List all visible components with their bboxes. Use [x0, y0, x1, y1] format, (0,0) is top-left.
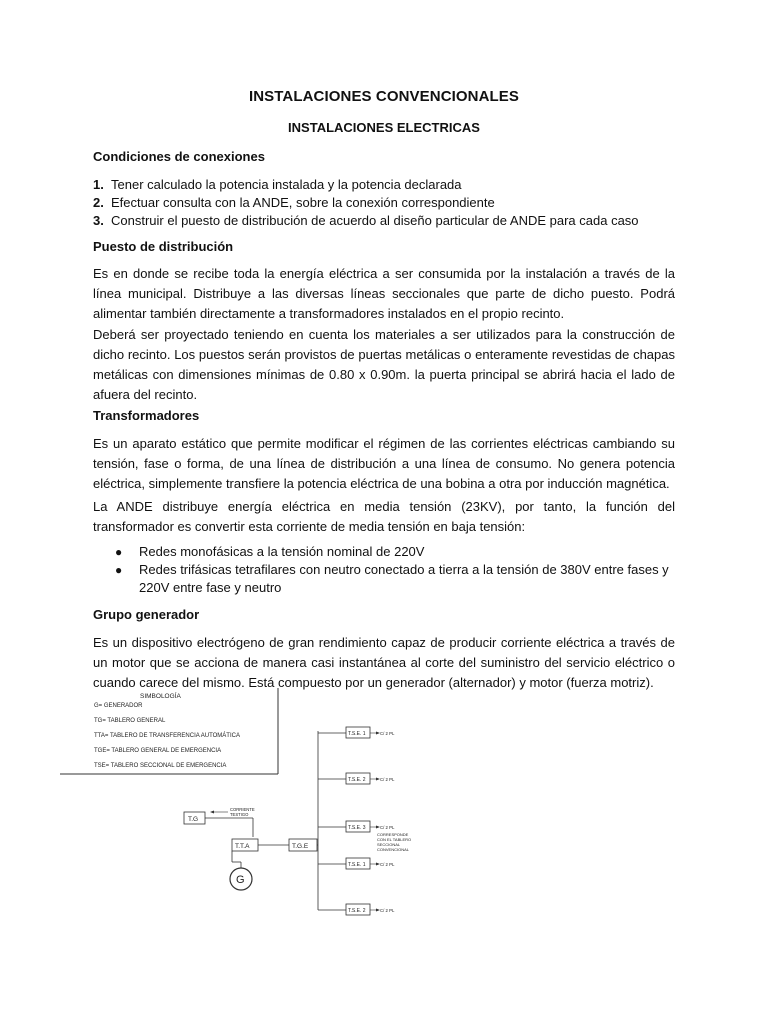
note-label: CORRESPONDE [377, 832, 409, 837]
tse-label: T.S.E. 1 [348, 862, 366, 868]
document-subtitle: INSTALACIONES ELECTRICAS [288, 120, 480, 135]
testigo-label: TESTIGO [230, 812, 249, 817]
tge-label: T.G.E [292, 843, 309, 850]
tse-label: T.S.E. 2 [348, 777, 366, 783]
list-text: Construir el puesto de distribución de acuerdo al diseño particular de ANDE para cada caso [111, 213, 639, 228]
bullet-icon: ● [115, 545, 123, 559]
electrical-diagram [60, 688, 440, 920]
tse-label: T.S.E. 3 [348, 825, 366, 831]
document-title: INSTALACIONES CONVENCIONALES [248, 88, 520, 105]
tta-label: T.T.A [235, 843, 250, 850]
list-number: 1. [93, 177, 104, 192]
list-text: Redes monofásicas a la tensión nominal de 220V [139, 544, 425, 559]
transformadores-bullets [93, 543, 675, 597]
list-text: Efectuar consulta con la ANDE, sobre la conexión correspondiente [111, 195, 495, 210]
legend-item: G= GENERADOR [94, 703, 143, 709]
list-text: Redes trifásicas tetrafilares con neutro conectado a tierra a la tensión de 380V entre fases y 220V entre fase y neutro [139, 562, 669, 595]
heading-transformadores: Transformadores [93, 408, 200, 423]
tg-label: T.G [188, 816, 199, 823]
heading-puesto: Puesto de distribución [93, 239, 234, 254]
heading-conexiones: Condiciones de conexiones [93, 149, 265, 164]
pl-label: C/ 2 PL [380, 777, 395, 782]
list-number: 3. [93, 213, 104, 228]
pl-label: C/ 2 PL [380, 731, 395, 736]
list-number: 2. [93, 195, 104, 210]
pl-label: C/ 2 PL [380, 908, 395, 913]
tse-label: T.S.E. 1 [348, 731, 366, 737]
list-item [93, 194, 683, 212]
list-item [93, 561, 675, 597]
list-item [93, 543, 675, 561]
pl-label: C/ 2 PL [380, 862, 395, 867]
list-item [93, 212, 683, 230]
paragraph-transformadores-1: Es un aparato estático que permite modificar el régimen de las corrientes eléctricas cambiando su tensión, fase o forma, de una línea de distribución a una línea de consumo. No genera potencia eléctrica, simplemente transfiere la potencia eléctrica de una bobina a otra por inducción magnética. [93, 436, 675, 491]
paragraph-transformadores-2: La ANDE distribuye energía eléctrica en media tensión (23KV), por tanto, la función del transformador es convertir esta corriente de media tensión en baja tensión: [93, 499, 675, 534]
note-label: SECCIONAL [377, 842, 401, 847]
generator-label: G [236, 874, 245, 886]
legend-item: TSE= TABLERO SECCIONAL DE EMERGENCIA [94, 763, 227, 769]
legend-item: TG= TABLERO GENERAL [94, 718, 166, 724]
tse-label: T.S.E. 2 [348, 908, 366, 914]
conexiones-list [93, 176, 683, 230]
legend-title: SIMBOLOGÍA [140, 693, 181, 700]
legend-item: TTA= TABLERO DE TRANSFERENCIA AUTOMÁTICA [94, 733, 240, 739]
paragraph-puesto-2: Deberá ser proyectado teniendo en cuenta los materiales a ser utilizados para la construcción de dicho recinto. Los puestos serán provistos de puertas metálicas o enteramente revestidas de chapas metálicas con dimensiones mínimas de 0.80 x 0.90m. la puerta principal se abrirá hacia el lado de afuera del recinto. [93, 327, 675, 402]
pl-label: C/ 2 PL [380, 825, 395, 830]
paragraph-puesto-1: Es en donde se recibe toda la energía eléctrica a ser consumida por la instalación a través de la línea municipal. Distribuye a las diversas líneas seccionales que parte de dicho puesto. Podrá alimentar también directamente a transformadores instalados en el propio recinto. [93, 266, 675, 321]
bullet-icon: ● [115, 563, 123, 577]
list-text: Tener calculado la potencia instalada y la potencia declarada [111, 177, 462, 192]
note-label: CON EL TABLERO [377, 837, 412, 842]
note-label: CONVENCIONAL [377, 847, 410, 852]
legend-item: TGE= TABLERO GENERAL DE EMERGENCIA [94, 748, 222, 754]
arrow-left-icon [210, 811, 214, 814]
list-item [93, 176, 683, 194]
paragraph-grupo: Es un dispositivo electrógeno de gran rendimiento capaz de producir corriente eléctrica a través de un motor que se acciona de manera casi instantánea al corte del suministro del servicio eléctrico o cuando carece del mismo. Está compuesto por un generador (alternador) y motor (fuerza motriz). [93, 635, 675, 690]
corriente-label: CORRIENTE [230, 807, 255, 812]
heading-grupo: Grupo generador [93, 607, 200, 622]
